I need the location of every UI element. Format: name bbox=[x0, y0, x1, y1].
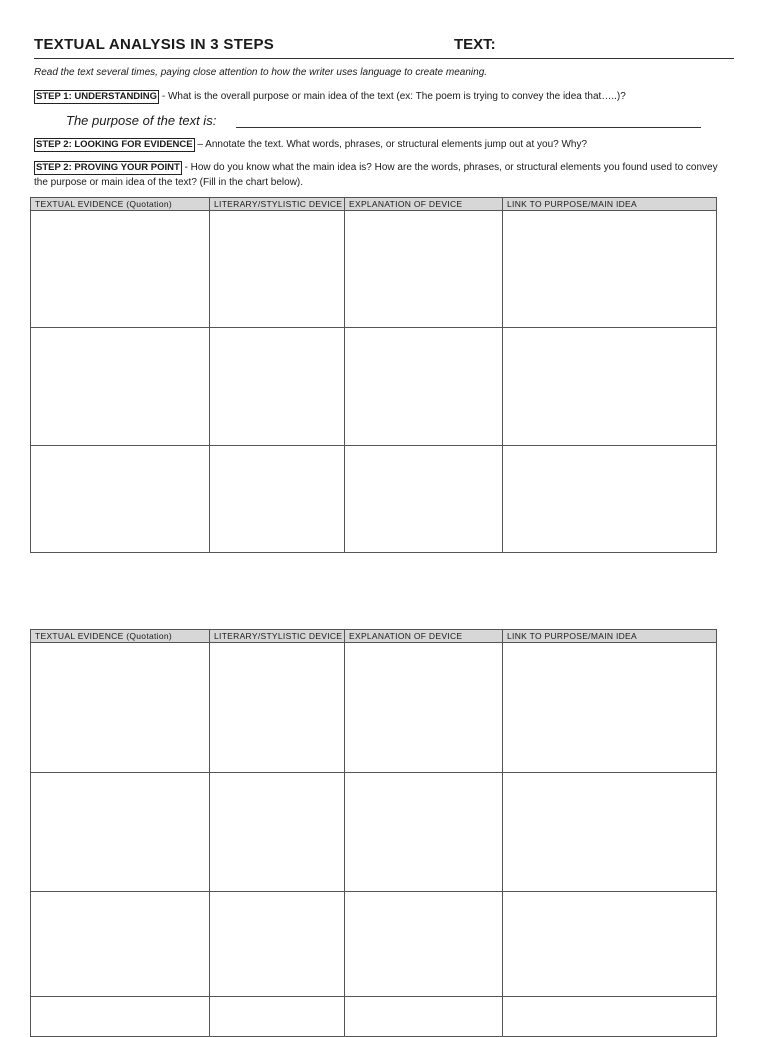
table-cell[interactable] bbox=[503, 446, 717, 553]
table-row bbox=[31, 446, 717, 553]
column-header-textual-evidence: TEXTUAL EVIDENCE (Quotation) bbox=[31, 630, 210, 643]
table-cell[interactable] bbox=[345, 892, 503, 997]
table-cell[interactable] bbox=[31, 773, 210, 892]
table-cell[interactable] bbox=[345, 328, 503, 446]
table-cell[interactable] bbox=[31, 211, 210, 328]
table-cell[interactable] bbox=[345, 446, 503, 553]
table-header-row bbox=[31, 198, 717, 211]
table-row bbox=[31, 211, 717, 328]
evidence-table-1 bbox=[30, 197, 717, 553]
table-cell[interactable] bbox=[210, 997, 345, 1037]
column-header-literary-device: LITERARY/STYLISTIC DEVICE bbox=[210, 198, 345, 211]
step1-body: - What is the overall purpose or main idea of the text (ex: The poem is trying to convey the idea that…..)? bbox=[159, 91, 626, 102]
table-cell[interactable] bbox=[31, 643, 210, 773]
table-cell[interactable] bbox=[31, 892, 210, 997]
intro-instructions: Read the text several times, paying close attention to how the writer uses language to create meaning. bbox=[34, 67, 488, 78]
purpose-answer-line[interactable] bbox=[236, 127, 701, 128]
worksheet-header bbox=[34, 36, 734, 59]
table-cell[interactable] bbox=[503, 643, 717, 773]
table-cell[interactable] bbox=[210, 328, 345, 446]
column-header-link-to-purpose: LINK TO PURPOSE/MAIN IDEA bbox=[503, 630, 717, 643]
table-cell[interactable] bbox=[503, 773, 717, 892]
page-title: TEXTUAL ANALYSIS IN 3 STEPS bbox=[34, 36, 275, 53]
table-cell[interactable] bbox=[31, 997, 210, 1037]
table-cell[interactable] bbox=[503, 892, 717, 997]
step2-evidence-body: – Annotate the text. What words, phrases, or structural elements jump out at you? Why? bbox=[194, 139, 588, 150]
table-row bbox=[31, 892, 717, 997]
table-cell[interactable] bbox=[210, 211, 345, 328]
table-cell[interactable] bbox=[210, 446, 345, 553]
table-cell[interactable] bbox=[210, 773, 345, 892]
column-header-textual-evidence: TEXTUAL EVIDENCE (Quotation) bbox=[31, 198, 210, 211]
column-header-explanation: EXPLANATION OF DEVICE bbox=[345, 198, 503, 211]
table-row bbox=[31, 643, 717, 773]
table-cell[interactable] bbox=[345, 997, 503, 1037]
table-cell[interactable] bbox=[503, 328, 717, 446]
purpose-prompt: The purpose of the text is: bbox=[66, 113, 217, 128]
table-cell[interactable] bbox=[345, 773, 503, 892]
table-cell[interactable] bbox=[31, 328, 210, 446]
evidence-table-2 bbox=[30, 629, 717, 1037]
column-header-explanation: EXPLANATION OF DEVICE bbox=[345, 630, 503, 643]
step2-evidence-section bbox=[34, 137, 734, 152]
table-cell[interactable] bbox=[345, 643, 503, 773]
step1-label: STEP 1: UNDERSTANDING bbox=[36, 91, 158, 102]
table-row bbox=[31, 328, 717, 446]
step2-proving-body: - How do you know what the main idea is? How are the words, phrases, or structural elements you found used to convey the purpose or main idea of the text? (Fill in the chart below). bbox=[34, 162, 718, 188]
table-cell[interactable] bbox=[210, 892, 345, 997]
step2-proving-label: STEP 2: PROVING YOUR POINT bbox=[36, 162, 180, 173]
table-row bbox=[31, 997, 717, 1037]
column-header-link-to-purpose: LINK TO PURPOSE/MAIN IDEA bbox=[503, 198, 717, 211]
table-cell[interactable] bbox=[503, 211, 717, 328]
step2-evidence-label: STEP 2: LOOKING FOR EVIDENCE bbox=[36, 139, 193, 150]
table-cell[interactable] bbox=[345, 211, 503, 328]
table-cell[interactable] bbox=[503, 997, 717, 1037]
table-row bbox=[31, 773, 717, 892]
column-header-literary-device: LITERARY/STYLISTIC DEVICE bbox=[210, 630, 345, 643]
table-cell[interactable] bbox=[210, 643, 345, 773]
step1-section bbox=[34, 89, 734, 104]
step2-proving-section bbox=[34, 160, 734, 190]
table-cell[interactable] bbox=[31, 446, 210, 553]
text-label: TEXT: bbox=[454, 36, 496, 53]
table-header-row bbox=[31, 630, 717, 643]
